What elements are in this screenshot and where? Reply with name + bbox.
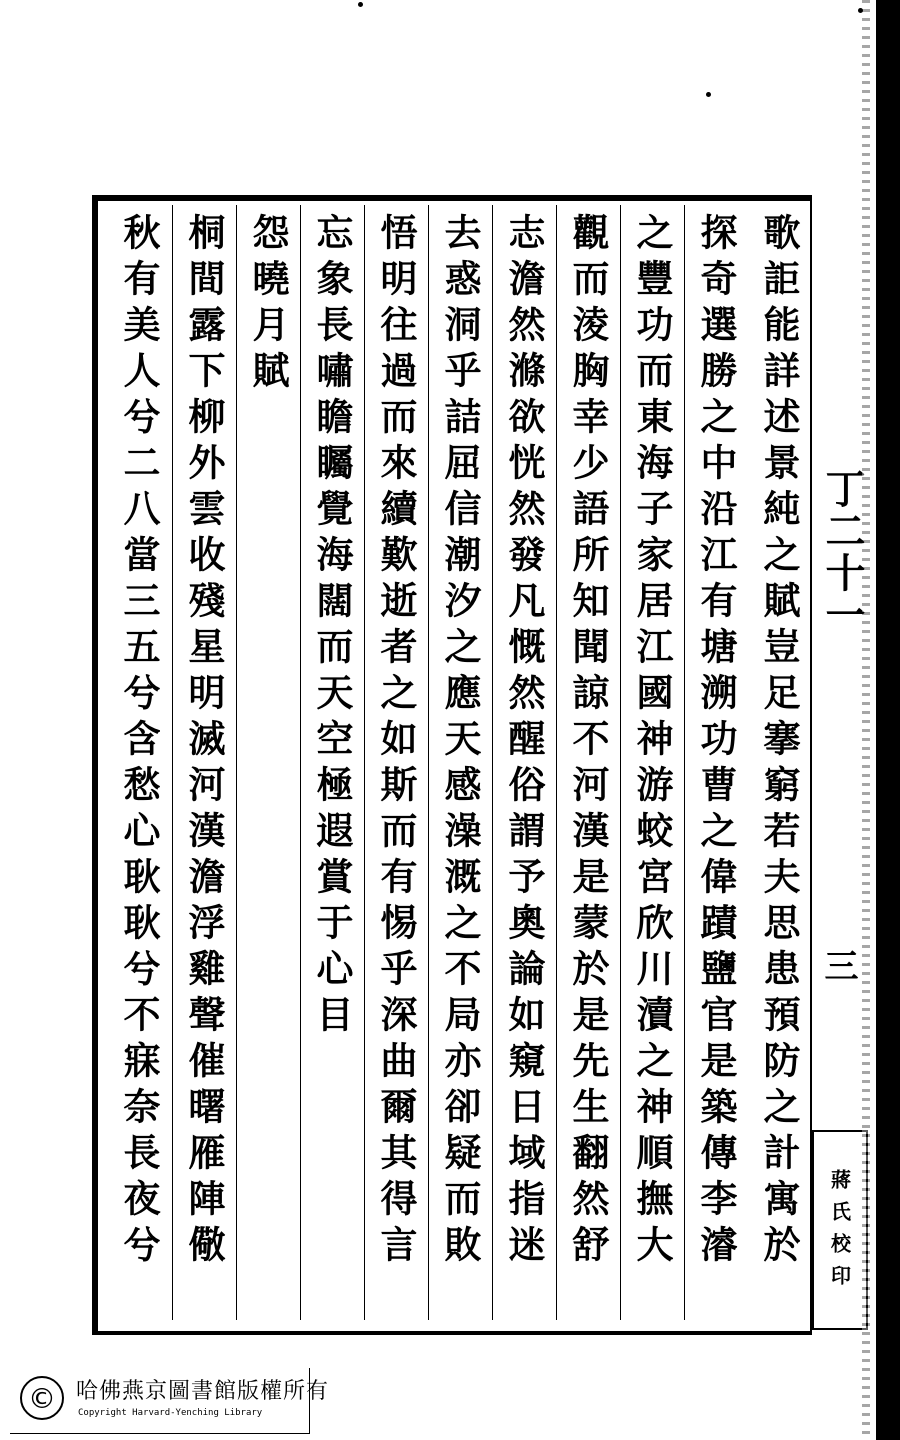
column-text: 之豐功而東海子家居江國神游蛟宮欣川瀆之神順撫大 bbox=[630, 213, 674, 1271]
text-column-4 bbox=[556, 205, 620, 1320]
column-text: 探奇選勝之中沿江有塘溯功曹之偉蹟鹽官是築傳李濬 bbox=[694, 213, 738, 1271]
book-spine bbox=[876, 0, 900, 1440]
text-column-8 bbox=[300, 205, 364, 1320]
column-text: 悟明往過而來續歎逝者之如斯而有惕乎深曲爾其得言 bbox=[374, 213, 418, 1271]
section-title: 怨曉月賦 bbox=[246, 213, 290, 397]
column-text: 去惑洞乎詰屈信潮汐之應天感澡溉之不局亦卻疑而敗 bbox=[438, 213, 482, 1271]
collector-seal: 蔣氏校印 bbox=[812, 1130, 868, 1330]
text-column-1 bbox=[748, 205, 812, 1320]
column-text: 志澹然滌欲恍然發凡慨然醒俗謂予奧論如窺日域指迷 bbox=[502, 213, 546, 1271]
column-text: 桐間露下柳外雲收殘星明滅河漢澹浮雞聲催曙雁陣儆 bbox=[182, 213, 226, 1271]
text-column-2 bbox=[684, 205, 748, 1320]
page-edge-shadow bbox=[862, 0, 870, 1440]
copyright-holder-chinese: 哈佛燕京圖書館版權所有 bbox=[76, 1379, 330, 1404]
column-text: 歌詎能詳述景純之賦豈足搴窮若夫思患預防之計寓於 bbox=[757, 213, 801, 1271]
text-column-9-title bbox=[236, 205, 300, 1320]
column-text: 觀而淩胸幸少語所知聞諒不河漢是蒙於是先生翻然舒 bbox=[566, 213, 610, 1271]
column-text: 忘象長嘯瞻矚覺海闊而天空極遐賞于心目 bbox=[310, 213, 354, 1041]
text-column-6 bbox=[428, 205, 492, 1320]
text-column-11 bbox=[108, 205, 172, 1320]
speck bbox=[358, 2, 363, 7]
folio-number: 三 bbox=[818, 948, 858, 982]
text-column-3 bbox=[620, 205, 684, 1320]
text-column-7 bbox=[364, 205, 428, 1320]
column-text: 秋有美人兮二八當三五兮含愁心耿耿兮不寐奈長夜兮 bbox=[117, 213, 161, 1271]
speck bbox=[858, 8, 863, 13]
text-column-5 bbox=[492, 205, 556, 1320]
folio-label: 丁二十一 bbox=[819, 468, 866, 636]
copyright-holder-english: Copyright Harvard-Yenching Library bbox=[78, 1408, 263, 1418]
speck bbox=[706, 92, 711, 97]
text-column-10 bbox=[172, 205, 236, 1320]
copyright-notice bbox=[10, 1368, 330, 1434]
copyright-icon: © bbox=[20, 1376, 64, 1420]
